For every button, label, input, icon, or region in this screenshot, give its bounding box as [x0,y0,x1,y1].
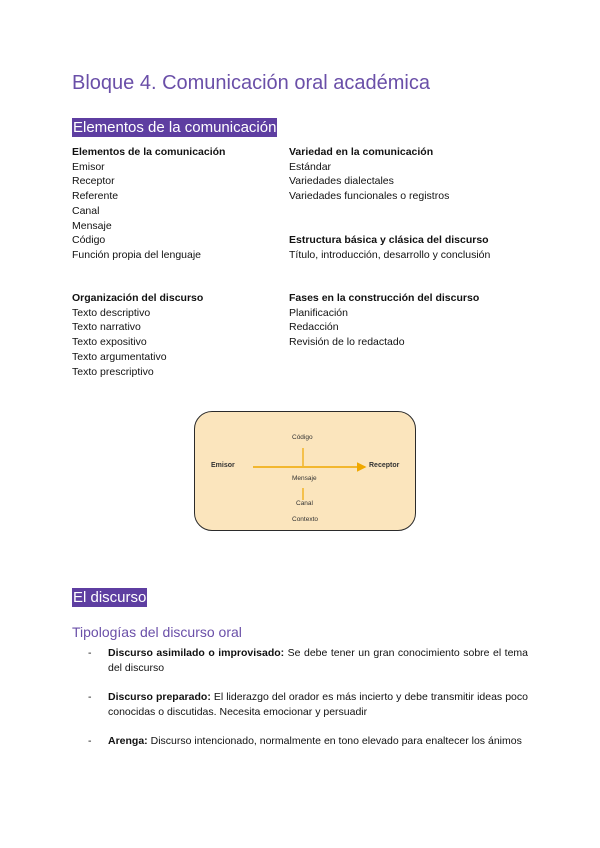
variedad-item: Estándar [289,160,332,173]
list-item [88,690,528,720]
variedad-heading: Variedad en la comunicación [289,146,434,158]
section-heading-discurso: El discurso [73,589,147,606]
bullet-dash: - [88,647,92,659]
column-fases [289,291,479,350]
bullet-term: Arenga: [108,735,148,747]
diagram-contexto: Contexto [292,516,319,523]
bullet-text: El liderazgo del orador es más incierto y debe transmitir ideas poco conocidas o discutidas. Necesita emocionar y persuadir [108,691,528,718]
elementos-item: Receptor [72,175,115,188]
column-organizacion [72,291,203,379]
diagram-receptor: Receptor [369,462,400,469]
section-heading-elementos: Elementos de la comunicación [73,119,277,136]
elementos-item: Referente [72,190,119,203]
bullet-term: Discurso asimilado o improvisado: [108,647,285,659]
elementos-item: Código [72,234,106,247]
organizacion-item: Texto argumentativo [72,350,167,363]
organizacion-item: Texto prescriptivo [72,365,154,378]
column-elementos [72,145,225,263]
variedad-item: Variedades dialectales [289,175,394,188]
organizacion-item: Texto expositivo [72,336,147,349]
fases-item: Redacción [289,321,339,334]
elementos-item: Mensaje [72,219,112,232]
diagram-codigo: Código [292,434,313,441]
elementos-item: Función propia del lenguaje [72,248,202,261]
bullet-text: Discurso intencionado, normalmente en tono elevado para enaltecer los ánimos [147,735,522,747]
bullet-dash: - [88,735,92,747]
variedad-item: Variedades funcionales o registros [289,190,450,203]
elementos-item: Emisor [72,160,105,173]
page-title: Bloque 4. Comunicación oral académica [72,72,430,94]
column-variedad [289,145,449,204]
diagram-emisor: Emisor [211,462,235,469]
organizacion-heading: Organización del discurso [72,292,204,304]
estructura-heading: Estructura básica y clásica del discurso [289,234,489,246]
bullet-text: Se debe tener un gran conocimiento sobre el tema del discurso [108,647,529,674]
communication-diagram [194,411,416,531]
diagram-canal: Canal [296,500,313,507]
elementos-item: Canal [72,204,100,217]
list-item [88,646,528,676]
fases-heading: Fases en la construcción del discurso [289,292,480,304]
bullet-term: Discurso preparado: [108,691,211,703]
organizacion-item: Texto descriptivo [72,306,151,319]
diagram-arrows [195,412,417,532]
fases-item: Revisión de lo redactado [289,336,405,349]
organizacion-item: Texto narrativo [72,321,141,334]
list-item [88,734,528,749]
subheading-tipologias: Tipologías del discurso oral [72,624,242,640]
fases-item: Planificación [289,306,348,319]
elementos-heading: Elementos de la comunicación [72,146,226,158]
bullet-dash: - [88,691,92,703]
bullet-list [88,646,528,763]
diagram-mensaje: Mensaje [292,475,317,482]
column-estructura [289,233,490,262]
estructura-item: Título, introducción, desarrollo y conclusión [289,248,491,261]
